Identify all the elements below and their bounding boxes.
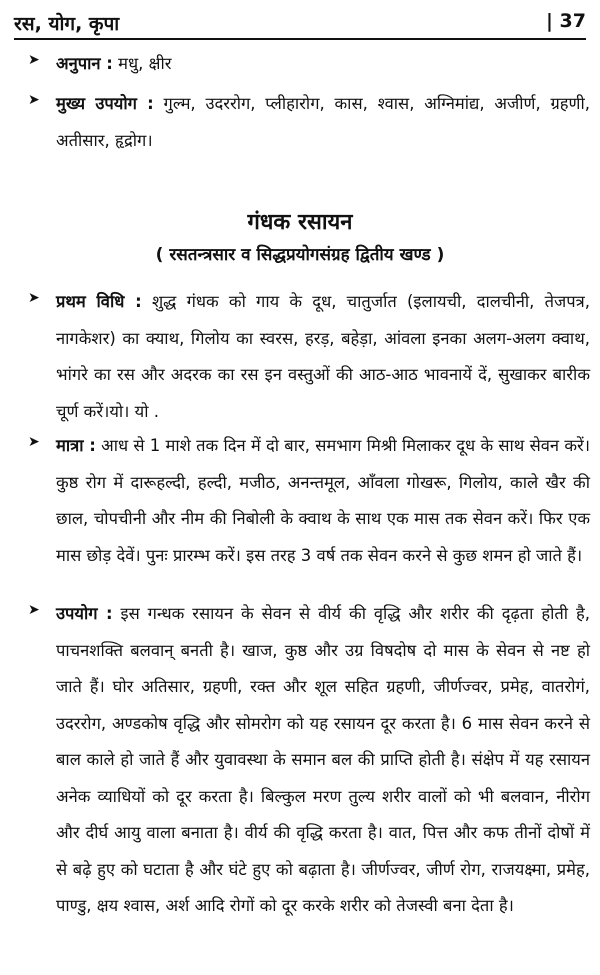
section-title: गंधक रसायन [247, 210, 353, 235]
section-subtitle: ( रसतन्त्रसार व सिद्धप्रयोगसंग्रह द्वितीय खण्ड ) [155, 245, 445, 265]
item-label: अनुपान : [56, 54, 113, 73]
page-number: | 37 [546, 10, 586, 32]
list-item-anupan [30, 46, 590, 83]
arrow-bullet-icon: ➤ [28, 290, 40, 306]
page-header [14, 8, 586, 40]
item-label: प्रथम विधि : [56, 292, 142, 311]
arrow-bullet-icon: ➤ [28, 434, 40, 450]
running-title: रस, योग, कृपा [14, 13, 120, 35]
arrow-bullet-icon: ➤ [28, 92, 40, 108]
list-item-matra [30, 428, 590, 574]
item-text: आध से 1 माशे तक दिन में दो बार, समभाग मिश्री मिलाकर दूध के साथ सेवन करें। कुष्ठ रोग में दारूहल्दी, हल्दी, मजीठ, अनन्तमूल, आँवला गोखरू, गिलोय, काले खैर की छाल, चोपचीनी और नीम की निबोली के क्वाथ के साथ एक मास तक सेवन करें। फिर एक मास छोड़ देवें। पुनः प्रारम्भ करें। इस तरह 3 वर्ष तक सेवन करने से कुछ शमन हो जाते हैं। [56, 436, 590, 565]
list-item-pratham-vidhi [30, 284, 590, 430]
item-text: शुद्ध गंधक को गाय के दूध, चातुर्जात (इलायची, दालचीनी, तेजपत्र, नागकेशर) का क्याथ, गिलोय का स्वरस, हरड़, बहेड़ा, आंवला इनका अलग-अलग क्वाथ, भांगरे का रस और अदरक का रस इन वस्तुओं की आठ-आठ भावनायें दें, सुखाकर बारीक चूर्ण करें।यो। यो . [56, 292, 591, 421]
arrow-bullet-icon: ➤ [28, 602, 40, 618]
item-label: मात्रा : [56, 436, 96, 455]
item-text: गुल्म, उदररोग, प्लीहारोग, कास, श्वास, अग्निमांद्य, अजीर्ण, ग्रहणी, अतीसार, हृद्रोग। [56, 94, 591, 150]
item-text: इस गन्धक रसायन के सेवन से वीर्य की वृद्धि और शरीर की दृढ़ता होती है, पाचनशक्ति बलवान् बनती है। खाज, कुष्ठ और उग्र विषदोष दो मास के सेवन से नष्ट हो जाते हैं। घोर अतिसार, ग्रहणी, रक्त और शूल सहित ग्रहणी, जीर्णज्वर, प्रमेह, वातरोगं, उदररोग, अण्डकोष वृद्धि और सोमरोग को यह रसायन दूर करता है। 6 मास सेवन करने से बाल काले हो जाते हैं और युवावस्था के समान बल की प्राप्ति होती है। संक्षेप में यह रसायन अनेक व्याधियों को दूर करता है। बिल्कुल मरण तुल्य शरीर वालों को भी बलवान, नीरोग और दीर्घ आयु वाला बनाता है। वीर्य की वृद्धि करता है। वात, पित्त और कफ तीनों दोषों में से बढ़े हुए को घटाता है और घंटे हुए को बढ़ाता है। जीर्णज्वर, जीर्ण रोग, राजयक्ष्मा, प्रमेह, पाण्डु, क्षय श्वास, अर्श आदि रोगों को दूर करके शरीर को तेजस्वी बना देता है। [56, 604, 590, 915]
item-label: उपयोग : [56, 604, 113, 623]
item-text: मधु, क्षीर [112, 54, 172, 73]
list-item-mukhya-upyog [30, 86, 590, 159]
item-label: मुख्य उपयोग : [56, 94, 154, 113]
arrow-bullet-icon: ➤ [28, 52, 40, 68]
list-item-upyog [30, 596, 590, 925]
